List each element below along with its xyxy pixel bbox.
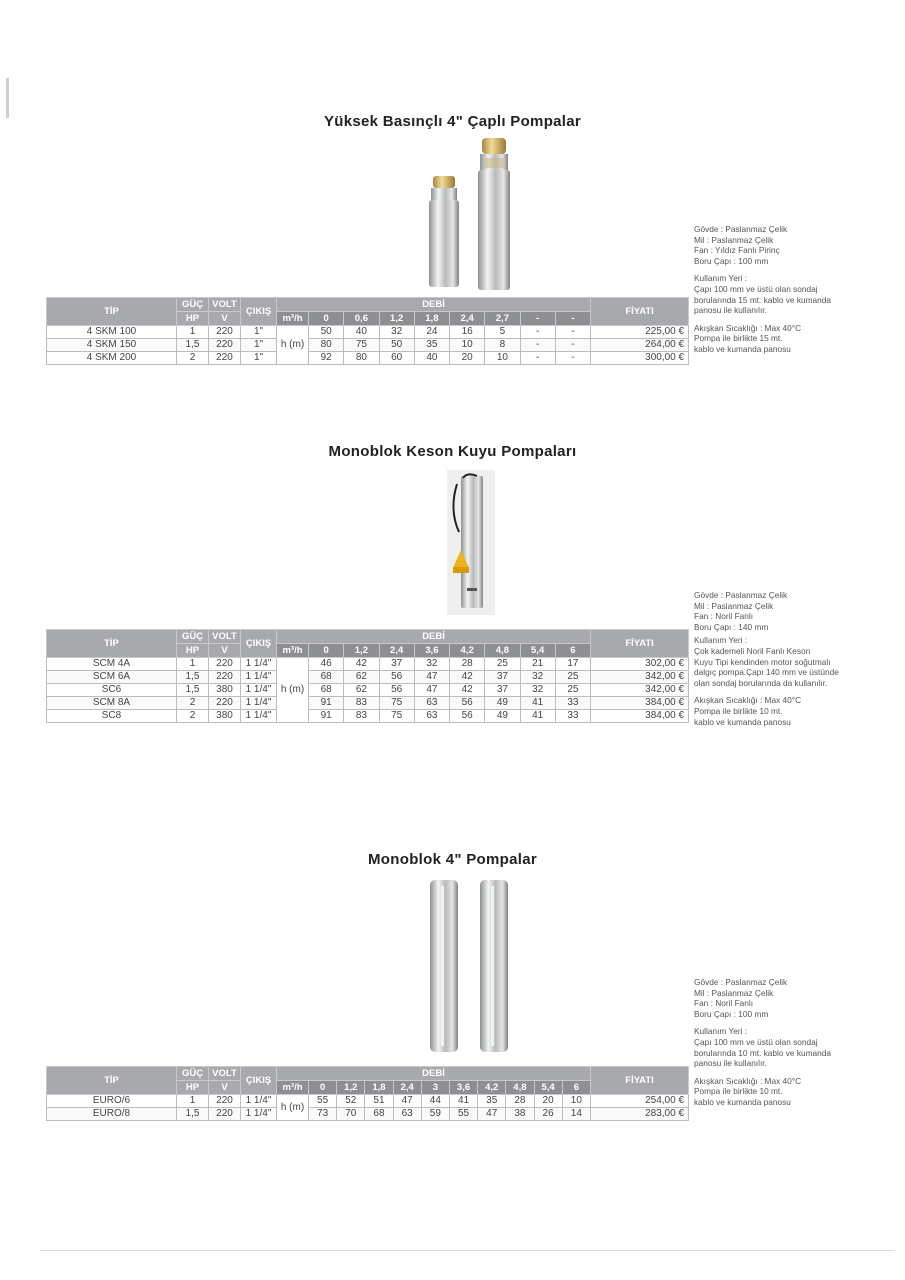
cell-head: 50 [309,326,344,339]
header-cikis: ÇIKIŞ [241,1067,277,1095]
specs-keson: Gövde : Paslanmaz Çelik Mil : Paslanmaz Çelik Fan : Noril Fanlı Boru Çapı : 140 mm Kullanım Yeri : Çok kademeli Noril Fanlı Keson Kuyu Tipi kendinden motor soğutmalı dalgıç pompa.Çapı 140 mm ve üstünde olan sondaj borularında da kullanılır. Akışkan Sıcaklığı : Max 40°C Pompa ile birlikte 10 mt. kablo ve kumanda panosu [694,590,839,727]
specs-high-pressure: Gövde : Paslanmaz Çelik Mil : Paslanmaz Çelik Fan : Yıldız Fanlı Pirinç Boru Çapı : 100 mm Kullanım Yeri : Çapı 100 mm ve üstü olan sondaj borularında 15 mt. kablo ve kumanda panosu ile kullanılır. Akışkan Sıcaklığı : Max 40°C Pompa ile birlikte 15 mt. kablo ve kumanda panosu [694,224,831,354]
cell-hp: 1,5 [177,684,209,697]
cell-head: 33 [555,697,590,710]
cell-head: 28 [506,1095,534,1108]
cell-head: 55 [309,1095,337,1108]
cell-head: 56 [379,684,414,697]
high-pressure-pumps-photo [418,134,518,294]
table-row [47,326,689,339]
cell-tip: SC6 [47,684,177,697]
table-row [47,710,689,723]
cell-head: 68 [309,684,344,697]
cell-head: 10 [562,1095,590,1108]
header-flow-point: - [555,312,590,326]
header-flow-point: 4,8 [485,644,520,658]
header-flow-point: 0 [309,312,344,326]
cell-price: 342,00 € [591,671,689,684]
cell-hp: 1,5 [177,1108,209,1121]
header-flow-unit: m³/h [277,1081,309,1095]
header-guc: GÜÇ [177,298,209,312]
cell-head: 41 [520,697,555,710]
cell-head: 49 [485,710,520,723]
cell-tip: 4 SKM 200 [47,352,177,365]
cell-head: 16 [450,326,485,339]
cell-hp: 1 [177,658,209,671]
cell-tip: 4 SKM 100 [47,326,177,339]
cell-head: 91 [309,710,344,723]
header-tip: TİP [47,1067,177,1095]
cell-hp: 2 [177,352,209,365]
table-row [47,352,689,365]
cell-cikis: 1" [241,352,277,365]
cell-head: 37 [379,658,414,671]
header-flow-point: 1,2 [344,644,379,658]
cell-head: 28 [450,658,485,671]
cell-price: 283,00 € [591,1108,689,1121]
cell-tip: SC8 [47,710,177,723]
cell-head: 32 [379,326,414,339]
header-debi: DEBİ [277,298,591,312]
cell-head: 24 [414,326,449,339]
cell-tip: SCM 4A [47,658,177,671]
table-row [47,697,689,710]
cell-head: 10 [485,352,520,365]
cell-head: 32 [520,671,555,684]
header-flow-point: - [520,312,555,326]
header-flow-point: 6 [555,644,590,658]
cell-head: 42 [344,658,379,671]
cell-volt: 220 [209,1095,241,1108]
cell-head: 80 [309,339,344,352]
cell-head: - [520,339,555,352]
cell-volt: 380 [209,684,241,697]
cell-price: 264,00 € [591,339,689,352]
table-row [47,671,689,684]
header-guc: GÜÇ [177,1067,209,1081]
header-flow-point: 1,2 [379,312,414,326]
table-row [47,684,689,697]
header-cikis: ÇIKIŞ [241,298,277,326]
cell-head: 63 [414,697,449,710]
table-row [47,1108,689,1121]
cell-volt: 220 [209,697,241,710]
cell-head: 10 [450,339,485,352]
cell-head: 47 [414,671,449,684]
cell-hp: 1 [177,326,209,339]
cell-volt: 220 [209,658,241,671]
header-volt: VOLT [209,630,241,644]
header-flow-point: 5,4 [520,644,555,658]
page-edge-mark [6,78,9,118]
cell-cikis: 1" [241,339,277,352]
cell-head: 17 [555,658,590,671]
cell-head: 40 [344,326,379,339]
cell-head: 41 [520,710,555,723]
section-title-monoblok-4: Monoblok 4" Pompalar [368,851,537,868]
cell-head: 37 [485,671,520,684]
header-volt-unit: V [209,312,241,326]
cell-hp: 1,5 [177,671,209,684]
cell-head: 59 [421,1108,449,1121]
cell-head: 32 [520,684,555,697]
header-price: FİYATI [591,298,689,326]
cell-price: 254,00 € [591,1095,689,1108]
cell-cikis: 1" [241,326,277,339]
cell-head: 68 [309,671,344,684]
cell-cikis: 1 1/4" [241,671,277,684]
header-flow-point: 3,6 [449,1081,477,1095]
header-volt: VOLT [209,1067,241,1081]
cell-hp: 2 [177,697,209,710]
price-table-keson [46,629,689,723]
header-price: FİYATI [591,630,689,658]
cell-head: 56 [379,671,414,684]
cell-head: 75 [379,697,414,710]
cell-head: 35 [414,339,449,352]
cell-tip: EURO/8 [47,1108,177,1121]
header-flow-point: 1,2 [337,1081,365,1095]
cell-head: 20 [450,352,485,365]
cell-tip: SCM 6A [47,671,177,684]
price-table-high-pressure [46,297,689,365]
header-flow-point: 1,8 [414,312,449,326]
cell-head: - [520,352,555,365]
section-title-keson: Monoblok Keson Kuyu Pompaları [328,443,577,460]
keson-pump-photo [447,470,495,615]
cell-tip: SCM 8A [47,697,177,710]
header-volt-unit: V [209,1081,241,1095]
specs-monoblok-4: Gövde : Paslanmaz Çelik Mil : Paslanmaz Çelik Fan : Noril Fanlı Boru Çapı : 100 mm Kullanım Yeri : Çapı 100 mm ve üstü olan sondaj borularında 10 mt. kablo ve kumanda panosu ile kullanılır. Akışkan Sıcaklığı : Max 40°C Pompa ile birlikte 10 mt. kablo ve kumanda panosu [694,977,831,1107]
cell-head: 32 [414,658,449,671]
cell-volt: 220 [209,339,241,352]
cell-volt: 220 [209,671,241,684]
cell-head: 60 [379,352,414,365]
cell-tip: EURO/6 [47,1095,177,1108]
header-volt: VOLT [209,298,241,312]
header-flow-point: 5,4 [534,1081,562,1095]
header-flow-point: 0 [309,644,344,658]
header-debi: DEBİ [277,630,591,644]
cell-cikis: 1 1/4" [241,1108,277,1121]
cell-head: 14 [562,1108,590,1121]
cell-head: 56 [450,697,485,710]
cell-head: 40 [414,352,449,365]
cell-head: 35 [478,1095,506,1108]
cell-head: 25 [485,658,520,671]
cell-head: 83 [344,697,379,710]
cell-head: 56 [450,710,485,723]
bottom-rule [40,1250,895,1251]
cell-head: - [555,339,590,352]
cell-cikis: 1 1/4" [241,710,277,723]
cell-cikis: 1 1/4" [241,658,277,671]
table-row [47,339,689,352]
cell-head: 50 [379,339,414,352]
cell-head: 73 [309,1108,337,1121]
header-flow-unit: m³/h [277,644,309,658]
cell-cikis: 1 1/4" [241,697,277,710]
cell-cikis: 1 1/4" [241,1095,277,1108]
header-flow-point: 4,2 [478,1081,506,1095]
header-debi: DEBİ [277,1067,591,1081]
header-flow-point: 2,4 [379,644,414,658]
cell-head: 26 [534,1108,562,1121]
header-flow-point: 2,7 [485,312,520,326]
header-hp: HP [177,644,209,658]
cell-price: 384,00 € [591,697,689,710]
header-flow-point: 4,2 [450,644,485,658]
cell-head: 37 [485,684,520,697]
cell-head: - [555,326,590,339]
cell-head-unit: h (m) [277,326,309,365]
header-flow-point: 3 [421,1081,449,1095]
cell-volt: 220 [209,352,241,365]
cell-head: 83 [344,710,379,723]
cell-volt: 380 [209,710,241,723]
cell-head: 25 [555,671,590,684]
cell-head: 47 [414,684,449,697]
header-flow-point: 0,6 [344,312,379,326]
header-flow-point: 6 [562,1081,590,1095]
cell-cikis: 1 1/4" [241,684,277,697]
cell-price: 300,00 € [591,352,689,365]
header-flow-point: 2,4 [450,312,485,326]
table-row [47,658,689,671]
cell-head: 44 [421,1095,449,1108]
header-tip: TİP [47,298,177,326]
header-tip: TİP [47,630,177,658]
cell-head-unit: h (m) [277,1095,309,1121]
cell-head: 91 [309,697,344,710]
cell-hp: 2 [177,710,209,723]
cell-head: 47 [478,1108,506,1121]
cell-hp: 1,5 [177,339,209,352]
cell-head: - [520,326,555,339]
header-volt-unit: V [209,644,241,658]
cell-head: 62 [344,684,379,697]
cell-head: 70 [337,1108,365,1121]
cell-head: 55 [449,1108,477,1121]
cell-head: 52 [337,1095,365,1108]
header-flow-point: 2,4 [393,1081,421,1095]
header-flow-point: 1,8 [365,1081,393,1095]
cell-head: 33 [555,710,590,723]
cell-head: 75 [379,710,414,723]
cell-price: 342,00 € [591,684,689,697]
cell-head: 41 [449,1095,477,1108]
header-hp: HP [177,312,209,326]
cell-head: 92 [309,352,344,365]
cell-head: 20 [534,1095,562,1108]
cell-price: 225,00 € [591,326,689,339]
header-cikis: ÇIKIŞ [241,630,277,658]
cell-tip: 4 SKM 150 [47,339,177,352]
cell-head: 62 [344,671,379,684]
header-price: FİYATI [591,1067,689,1095]
cell-head: 63 [414,710,449,723]
cell-head: 80 [344,352,379,365]
cell-head: 8 [485,339,520,352]
price-table-monoblok-4 [46,1066,689,1121]
cell-head-unit: h (m) [277,658,309,723]
cell-head: 21 [520,658,555,671]
cell-head: 68 [365,1108,393,1121]
monoblok-4-pumps-photo [424,876,514,1056]
header-guc: GÜÇ [177,630,209,644]
cell-head: 51 [365,1095,393,1108]
cell-volt: 220 [209,1108,241,1121]
cell-head: 75 [344,339,379,352]
cell-volt: 220 [209,326,241,339]
cell-price: 302,00 € [591,658,689,671]
cell-head: 5 [485,326,520,339]
cell-head: 47 [393,1095,421,1108]
cell-hp: 1 [177,1095,209,1108]
cell-head: 42 [450,684,485,697]
header-flow-point: 4,8 [506,1081,534,1095]
cell-price: 384,00 € [591,710,689,723]
section-title-high-pressure: Yüksek Basınçlı 4" Çaplı Pompalar [323,113,582,130]
cell-head: 42 [450,671,485,684]
table-row [47,1095,689,1108]
header-hp: HP [177,1081,209,1095]
header-flow-point: 3,6 [414,644,449,658]
cell-head: 25 [555,684,590,697]
cell-head: - [555,352,590,365]
cell-head: 49 [485,697,520,710]
cell-head: 46 [309,658,344,671]
cell-head: 63 [393,1108,421,1121]
header-flow-point: 0 [309,1081,337,1095]
cell-head: 38 [506,1108,534,1121]
header-flow-unit: m³/h [277,312,309,326]
